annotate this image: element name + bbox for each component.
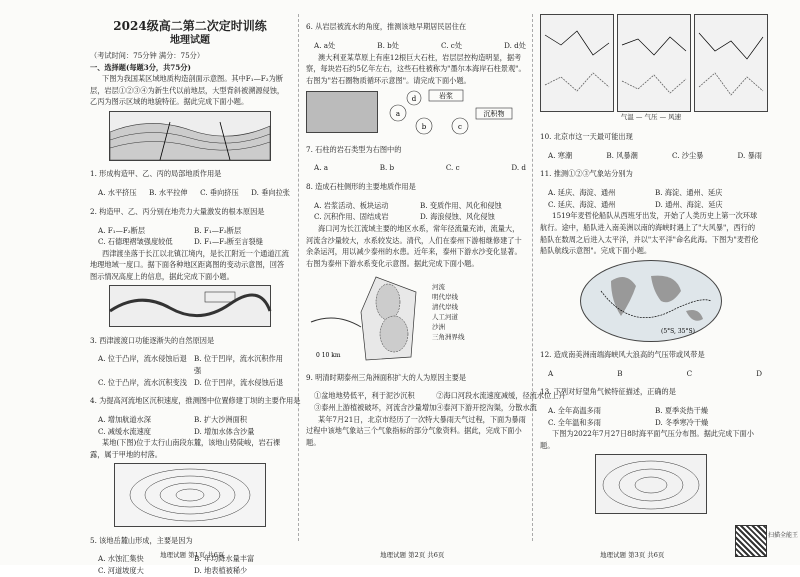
rock-cycle-diagram (384, 88, 514, 136)
option[interactable]: C. 河道坡度大 (98, 565, 144, 575)
geologic-section-figure (109, 111, 271, 161)
question-12: 12. 造成南美洲南端海峡风大浪高的气压带或风带是 (540, 349, 705, 359)
option[interactable]: B. 海淀、通州、延庆 (655, 188, 723, 198)
cycle-label: a (395, 110, 401, 119)
qr-code-icon (735, 525, 767, 557)
rock-pillar-photo (306, 91, 378, 133)
option[interactable]: C. c处 (441, 40, 463, 50)
option[interactable]: A. 全年高温多雨 (548, 406, 601, 416)
question-11: 11. 推测①②③气象站分别为 (540, 169, 633, 179)
question-5: 5. 该地岳麓山形成，主要是因为 (90, 535, 193, 545)
question-1: 1. 形成构造甲、乙、丙的局部地质作用是 (90, 169, 222, 179)
chart-legend: 气温 — 气压 — 风速 (620, 113, 682, 121)
option[interactable]: B. F₁—F₂断层 (194, 225, 242, 235)
option[interactable]: D. F₁—F₂断至言裂缝 (194, 237, 263, 247)
exam-title: 2024级高二第二次定时训练 (113, 19, 267, 33)
option[interactable]: D. 暴雨 (737, 150, 762, 160)
option[interactable]: A. a处 (314, 40, 336, 50)
cycle-label: b (421, 123, 427, 132)
option[interactable]: ②海口河段水流速度减缓，径流水位上升 (436, 391, 566, 401)
column-divider (298, 14, 299, 541)
option[interactable]: A. 岩浆活动、板块运动 (314, 200, 389, 210)
question-2: 2. 构造甲、乙、丙分别在地壳力大量激发的根本原因是 (90, 206, 265, 216)
intro-paragraph: 某年7月21日，北京市经历了一次特大暴雨天气过程，下面为暴雨过程中该地气象站三个气象指标的部分气象资料。据此，完成下面小题。 (306, 414, 526, 447)
option[interactable]: A. 水平挤压 (98, 187, 137, 197)
question-4: 4. 为提高河流地区沉积速度，推测图中位置修建丁坝的主要作用是 (90, 396, 301, 406)
option[interactable]: A. F₁—F₂断层 (98, 225, 146, 235)
option[interactable]: A (548, 368, 554, 378)
exam-info: （考试时间：75分钟 满分：75分） (90, 51, 205, 60)
option[interactable]: B. 风暴潮 (606, 150, 638, 160)
scale-label: 0 10 km (316, 352, 341, 360)
option[interactable]: B. 变质作用、风化和侵蚀 (420, 200, 502, 210)
option[interactable]: C. 垂向挤压 (200, 187, 239, 197)
option[interactable]: C. 位于凸岸，流水沉积变浅 (98, 377, 187, 387)
option[interactable]: D. 通州、海淀、延庆 (655, 199, 723, 209)
legend-item: 明代岸线 (432, 293, 458, 302)
delta-map-figure (306, 272, 426, 364)
intro-paragraph: 下图为2022年7月27日8时海平面气压分布图。据此完成下面小题。 (540, 429, 754, 450)
option[interactable]: D. 冬季寒冷干燥 (655, 417, 709, 427)
cycle-label: 沉积物 (483, 110, 505, 119)
option[interactable]: B. b (379, 163, 395, 173)
option[interactable]: A. a (314, 163, 329, 173)
legend-item: 三角洲界线 (432, 333, 465, 342)
weather-station-charts (540, 14, 762, 112)
page-footer: 地理试题 第3页 共6页 (600, 551, 665, 559)
legend-item: 河流 (432, 283, 445, 292)
page-footer: 地理试题 第1页 共6页 (160, 551, 225, 559)
option[interactable]: ①盆地地势低平，利于泥沙沉积 (314, 391, 415, 401)
scanner-watermark: 扫描全能王 (768, 532, 799, 539)
option[interactable]: D. d (511, 163, 526, 173)
cycle-label: c (458, 123, 462, 132)
option[interactable]: A. 水蚀汇集快 (98, 554, 144, 564)
column-divider (532, 14, 533, 541)
contour-map-figure (114, 463, 266, 527)
intro-paragraph: 某地(下图)位于太行山南段东麓，该地山势陡峻，岩石裸露，属于甲地的村落。 (90, 438, 281, 459)
page-footer: 地理试题 第2页 共6页 (380, 551, 445, 559)
isobar-map-figure (595, 454, 707, 514)
option[interactable]: D (756, 368, 762, 378)
option[interactable]: D. 垂向拉张 (251, 187, 290, 197)
intro-paragraph: 海口河为长江流域主要的地区水系，常年径流量充沛，流量大，河流含沙量较大，水系较发达。清代，人们在泰州下游相继修建了十余条运河，用以减少泰州的水患。近年来，泰州下游水沙变化显著。右图为泰州下游水系变化示意图。据此完成下面小题。 (306, 224, 522, 268)
option[interactable]: D. 地表植被稀少 (194, 565, 248, 575)
question-8: 8. 造成石柱侧形的主要地质作用是 (306, 182, 416, 192)
option[interactable]: A. 位于凸岸，流水侵蚀后退 (98, 354, 187, 364)
cycle-label: d (411, 95, 417, 104)
option[interactable]: C. 全年温和多雨 (548, 417, 601, 427)
intro-paragraph: 澳大利亚某草原上有座12根巨大石柱，岩层层控构造明显，据考察，每块岩石约5亿年左右，这些石柱被称为"墨尔本海岸石柱景观"。右图为"岩石圈物质循环示意图"。请完成下面小题。 (306, 52, 526, 85)
option[interactable]: D. d处 (504, 40, 526, 50)
option[interactable]: B. 水平拉伸 (149, 187, 188, 197)
question-7: 7. 石柱的岩石类型为右图中的 (306, 144, 402, 154)
map-legend (432, 272, 465, 364)
option[interactable]: C (686, 368, 693, 378)
option[interactable]: C. 沉积作用、固结成岩 (314, 212, 389, 222)
option[interactable]: B. 夏季炎热干燥 (655, 406, 708, 416)
cycle-label: 岩浆 (439, 92, 453, 101)
option[interactable]: D. 增加水体含沙量 (194, 426, 255, 436)
option[interactable]: C. 石德理褶皱强度较低 (98, 237, 173, 247)
option[interactable]: C. 延庆、海淀、通州 (548, 199, 616, 209)
option[interactable]: A. 寒潮 (548, 150, 573, 160)
exam-subject: 地理试题 (170, 35, 210, 46)
intro-paragraph: 1519年麦哲伦船队从西班牙出发，开始了人类历史上第一次环球航行。途中，船队进入南美洲以南的海峡时遇上了"大风暴"，西行的船队在数周之后进入太平洋，并以"太平洋"命名此海。下图为"麦哲伦船队航线示意图"。完成下面小题。 (540, 211, 759, 256)
legend-item: 沙洲 (432, 323, 445, 332)
question-9: 9. 明清时期泰州三角洲面积扩大的人为原因主要是 (306, 372, 467, 382)
intro-paragraph: 西津渡坐落于长江以北镇江境内，是长江附近一个通道江流地理地域一度口。据下面各种地区距离图的变动示意图，回答图示情况高度上的信息，据此完成下面小题。 (90, 248, 289, 281)
column-3 (540, 14, 762, 543)
intro-paragraph: 下图为我国某区域地质构造剖面示意图。其中F₁—F₂为断层，岩层①②③④为新生代以前地层，大型背斜被溯源侵蚀，乙丙为图示区域的地貌特征。据此完成下面小题。 (90, 74, 285, 107)
question-6: 6. 从岩层被流水的角度，推测该地早期居民居住在 (306, 22, 467, 32)
option[interactable]: B. b处 (377, 40, 399, 50)
question-3: 3. 西津渡渡口功能逐渐失的自然原因是 (90, 335, 215, 345)
section-heading: 一、选择题(每题3分，共75分) (90, 62, 191, 72)
option[interactable]: B. 年均降水量丰富 (194, 554, 255, 564)
legend-item: 人工河道 (432, 313, 458, 322)
option[interactable]: B. 扩大沙洲面积 (194, 415, 247, 425)
option[interactable]: B. 位于凹岸，流水沉积作用强 (194, 354, 283, 376)
option[interactable]: ③泰州上游植被破坏，河流含沙量增加 (314, 403, 437, 412)
option[interactable]: C. c (445, 163, 460, 173)
legend-item: 清代岸线 (432, 303, 458, 312)
option[interactable]: B (617, 368, 623, 378)
map-coordinate: (5°S, 35°S) (661, 327, 695, 335)
question-10: 10. 北京市这一天最可能出现 (540, 131, 633, 141)
option[interactable]: C. 减缓水流速度 (98, 426, 151, 436)
option[interactable]: D. 位于凹岸，流水侵蚀后退 (194, 377, 284, 387)
option[interactable]: A. 延庆、海淀、通州 (548, 188, 616, 198)
river-map-figure (109, 285, 271, 327)
option[interactable]: A. 增加航道水深 (98, 415, 151, 425)
option[interactable]: D. 海浪侵蚀、风化侵蚀 (420, 212, 495, 222)
option[interactable]: C. 沙尘暴 (671, 150, 704, 160)
voyage-world-map (580, 260, 722, 342)
option[interactable]: ④泰河下游开挖沟渠，分散水流 (436, 403, 537, 412)
question-13: 13. 下列对好望角气候特征描述，正确的是 (540, 387, 676, 397)
